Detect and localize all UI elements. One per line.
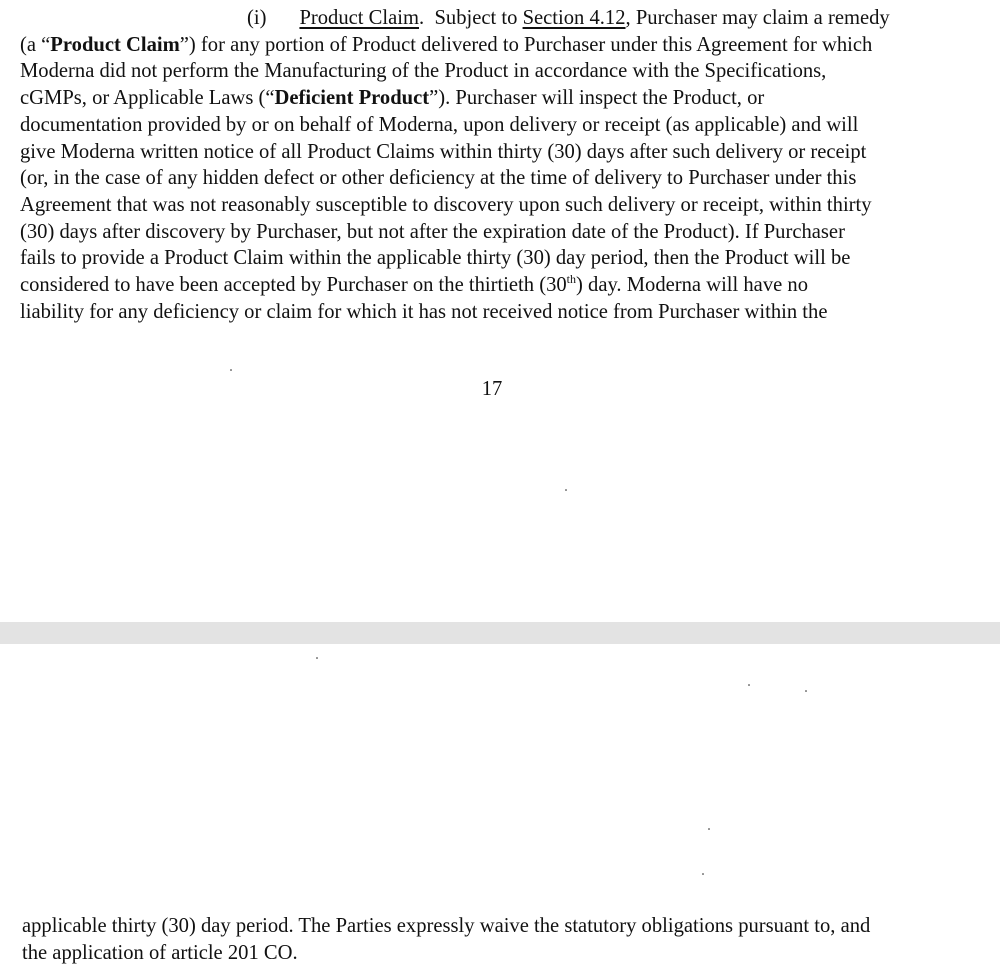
paragraph-line: Agreement that was not reasonably susceptible to discovery upon such delivery or receipt, within thirty xyxy=(20,193,872,216)
clause-heading: Product Claim xyxy=(299,7,419,29)
paragraph-line: considered to have been accepted by Purchaser on the thirtieth (30th) day. Moderna will have no xyxy=(20,272,809,297)
paragraph-line: (or, in the case of any hidden defect or other deficiency at the time of delivery to Purchaser under this xyxy=(20,167,857,190)
paragraph-line: liability for any deficiency or claim for which it has not received notice from Purchaser within the xyxy=(20,300,828,323)
paragraph-line: (a “Product Claim”) for any portion of Product delivered to Purchaser under this Agreement for which xyxy=(20,33,873,56)
scan-speck xyxy=(708,828,710,830)
clause-label: (i) xyxy=(247,7,267,29)
scan-speck xyxy=(230,369,232,371)
scan-speck xyxy=(702,873,704,875)
page-separator xyxy=(0,622,1000,644)
section-reference: Section 4.12 xyxy=(522,7,626,29)
defined-term-deficient-product: Deficient Product xyxy=(274,87,430,110)
paragraph-line: (30) days after discovery by Purchaser, but not after the expiration date of the Product). If Purchaser xyxy=(20,220,845,243)
paragraph-line: fails to provide a Product Claim within the applicable thirty (30) day period, then the Product will be xyxy=(20,247,851,270)
paragraph-line: cGMPs, or Applicable Laws (“Deficient Product”). Purchaser will inspect the Product, or xyxy=(20,87,765,110)
paragraph-line: documentation provided by or on behalf of Moderna, upon delivery or receipt (as applicable) and will xyxy=(20,113,859,136)
page-number: 17 xyxy=(481,378,503,400)
paragraph-line: applicable thirty (30) day period. The Parties expressly waive the statutory obligations pursuant to, and xyxy=(22,915,871,937)
scan-speck xyxy=(565,489,567,491)
continuation-paragraph xyxy=(22,913,1000,966)
ordinal-superscript: th xyxy=(566,272,577,287)
paragraph-line: Moderna did not perform the Manufacturing of the Product in accordance with the Specifications, xyxy=(20,60,827,83)
paragraph-line: (i) Product Claim. Subject to Section 4.12, Purchaser may claim a remedy xyxy=(247,7,890,29)
scan-speck xyxy=(805,690,807,692)
scan-speck xyxy=(316,657,318,659)
paragraph-line: give Moderna written notice of all Product Claims within thirty (30) days after such delivery or receipt xyxy=(20,140,867,163)
product-claim-paragraph xyxy=(20,5,1000,325)
scan-speck xyxy=(748,684,750,686)
paragraph-line: the application of article 201 CO. xyxy=(22,941,298,964)
defined-term-product-claim: Product Claim xyxy=(50,33,180,56)
